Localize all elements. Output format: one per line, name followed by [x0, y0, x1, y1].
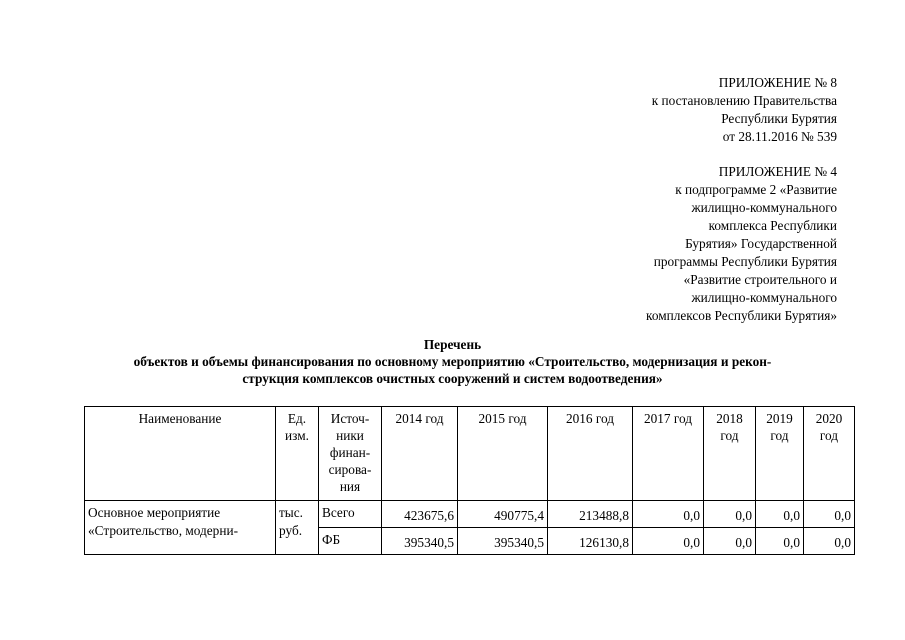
cell-2017: 0,0 — [633, 501, 704, 528]
header-name: Наименование — [85, 407, 276, 501]
appendix-4-title: ПРИЛОЖЕНИЕ № 4 — [718, 164, 837, 179]
appendix-8-line: Республики Бурятия — [721, 111, 837, 126]
appendix-4-line: комплексов Республики Бурятия» — [646, 308, 837, 323]
header-2019: 2019 год — [756, 407, 804, 501]
appendix-8-block — [652, 74, 837, 146]
cell-2015: 490775,4 — [458, 501, 548, 528]
cell-2020: 0,0 — [804, 501, 855, 528]
appendix-4-line: «Развитие строительного и — [683, 272, 837, 287]
cell-2014: 423675,6 — [382, 501, 458, 528]
cell-unit: тыс. руб. — [276, 501, 319, 555]
appendix-4-line: жилищно-коммунального — [691, 290, 837, 305]
financing-table — [84, 406, 855, 555]
cell-2016: 126130,8 — [548, 528, 633, 555]
document-title-line: объектов и объемы финансирования по основному мероприятию «Строительство, модернизация и рекон- — [133, 354, 772, 369]
appendix-4-line: комплекса Республики — [708, 218, 837, 233]
header-source: Источ- ники финан- сирова- ния — [319, 407, 382, 501]
table-header-row — [85, 407, 855, 501]
appendix-4-line: программы Республики Бурятия — [653, 254, 837, 269]
header-unit: Ед. изм. — [276, 407, 319, 501]
cell-2018: 0,0 — [704, 528, 756, 555]
cell-2019: 0,0 — [756, 501, 804, 528]
appendix-8-date: от 28.11.2016 № 539 — [722, 129, 837, 144]
cell-2014: 395340,5 — [382, 528, 458, 555]
header-2017: 2017 год — [633, 407, 704, 501]
cell-source: Всего — [319, 501, 382, 528]
header-2016: 2016 год — [548, 407, 633, 501]
document-title-heading: Перечень — [423, 337, 482, 352]
appendix-8-title: ПРИЛОЖЕНИЕ № 8 — [718, 75, 837, 90]
appendix-4-line: Бурятия» Государственной — [685, 236, 837, 251]
header-2020: 2020 год — [804, 407, 855, 501]
cell-measure-name: Основное мероприятие «Строительство, модерни- — [85, 501, 276, 555]
table-row — [85, 501, 855, 528]
header-2018: 2018 год — [704, 407, 756, 501]
cell-2019: 0,0 — [756, 528, 804, 555]
document-title — [0, 336, 905, 387]
cell-2018: 0,0 — [704, 501, 756, 528]
document-title-line: струкция комплексов очистных сооружений и систем водоотведения» — [242, 371, 663, 386]
header-2015: 2015 год — [458, 407, 548, 501]
appendix-8-line: к постановлению Правительства — [651, 93, 837, 108]
header-2014: 2014 год — [382, 407, 458, 501]
cell-2020: 0,0 — [804, 528, 855, 555]
appendix-4-line: жилищно-коммунального — [691, 200, 837, 215]
cell-2016: 213488,8 — [548, 501, 633, 528]
appendix-4-block — [646, 163, 837, 325]
cell-2015: 395340,5 — [458, 528, 548, 555]
appendix-4-line: к подпрограмме 2 «Развитие — [675, 182, 837, 197]
cell-source: ФБ — [319, 528, 382, 555]
cell-2017: 0,0 — [633, 528, 704, 555]
